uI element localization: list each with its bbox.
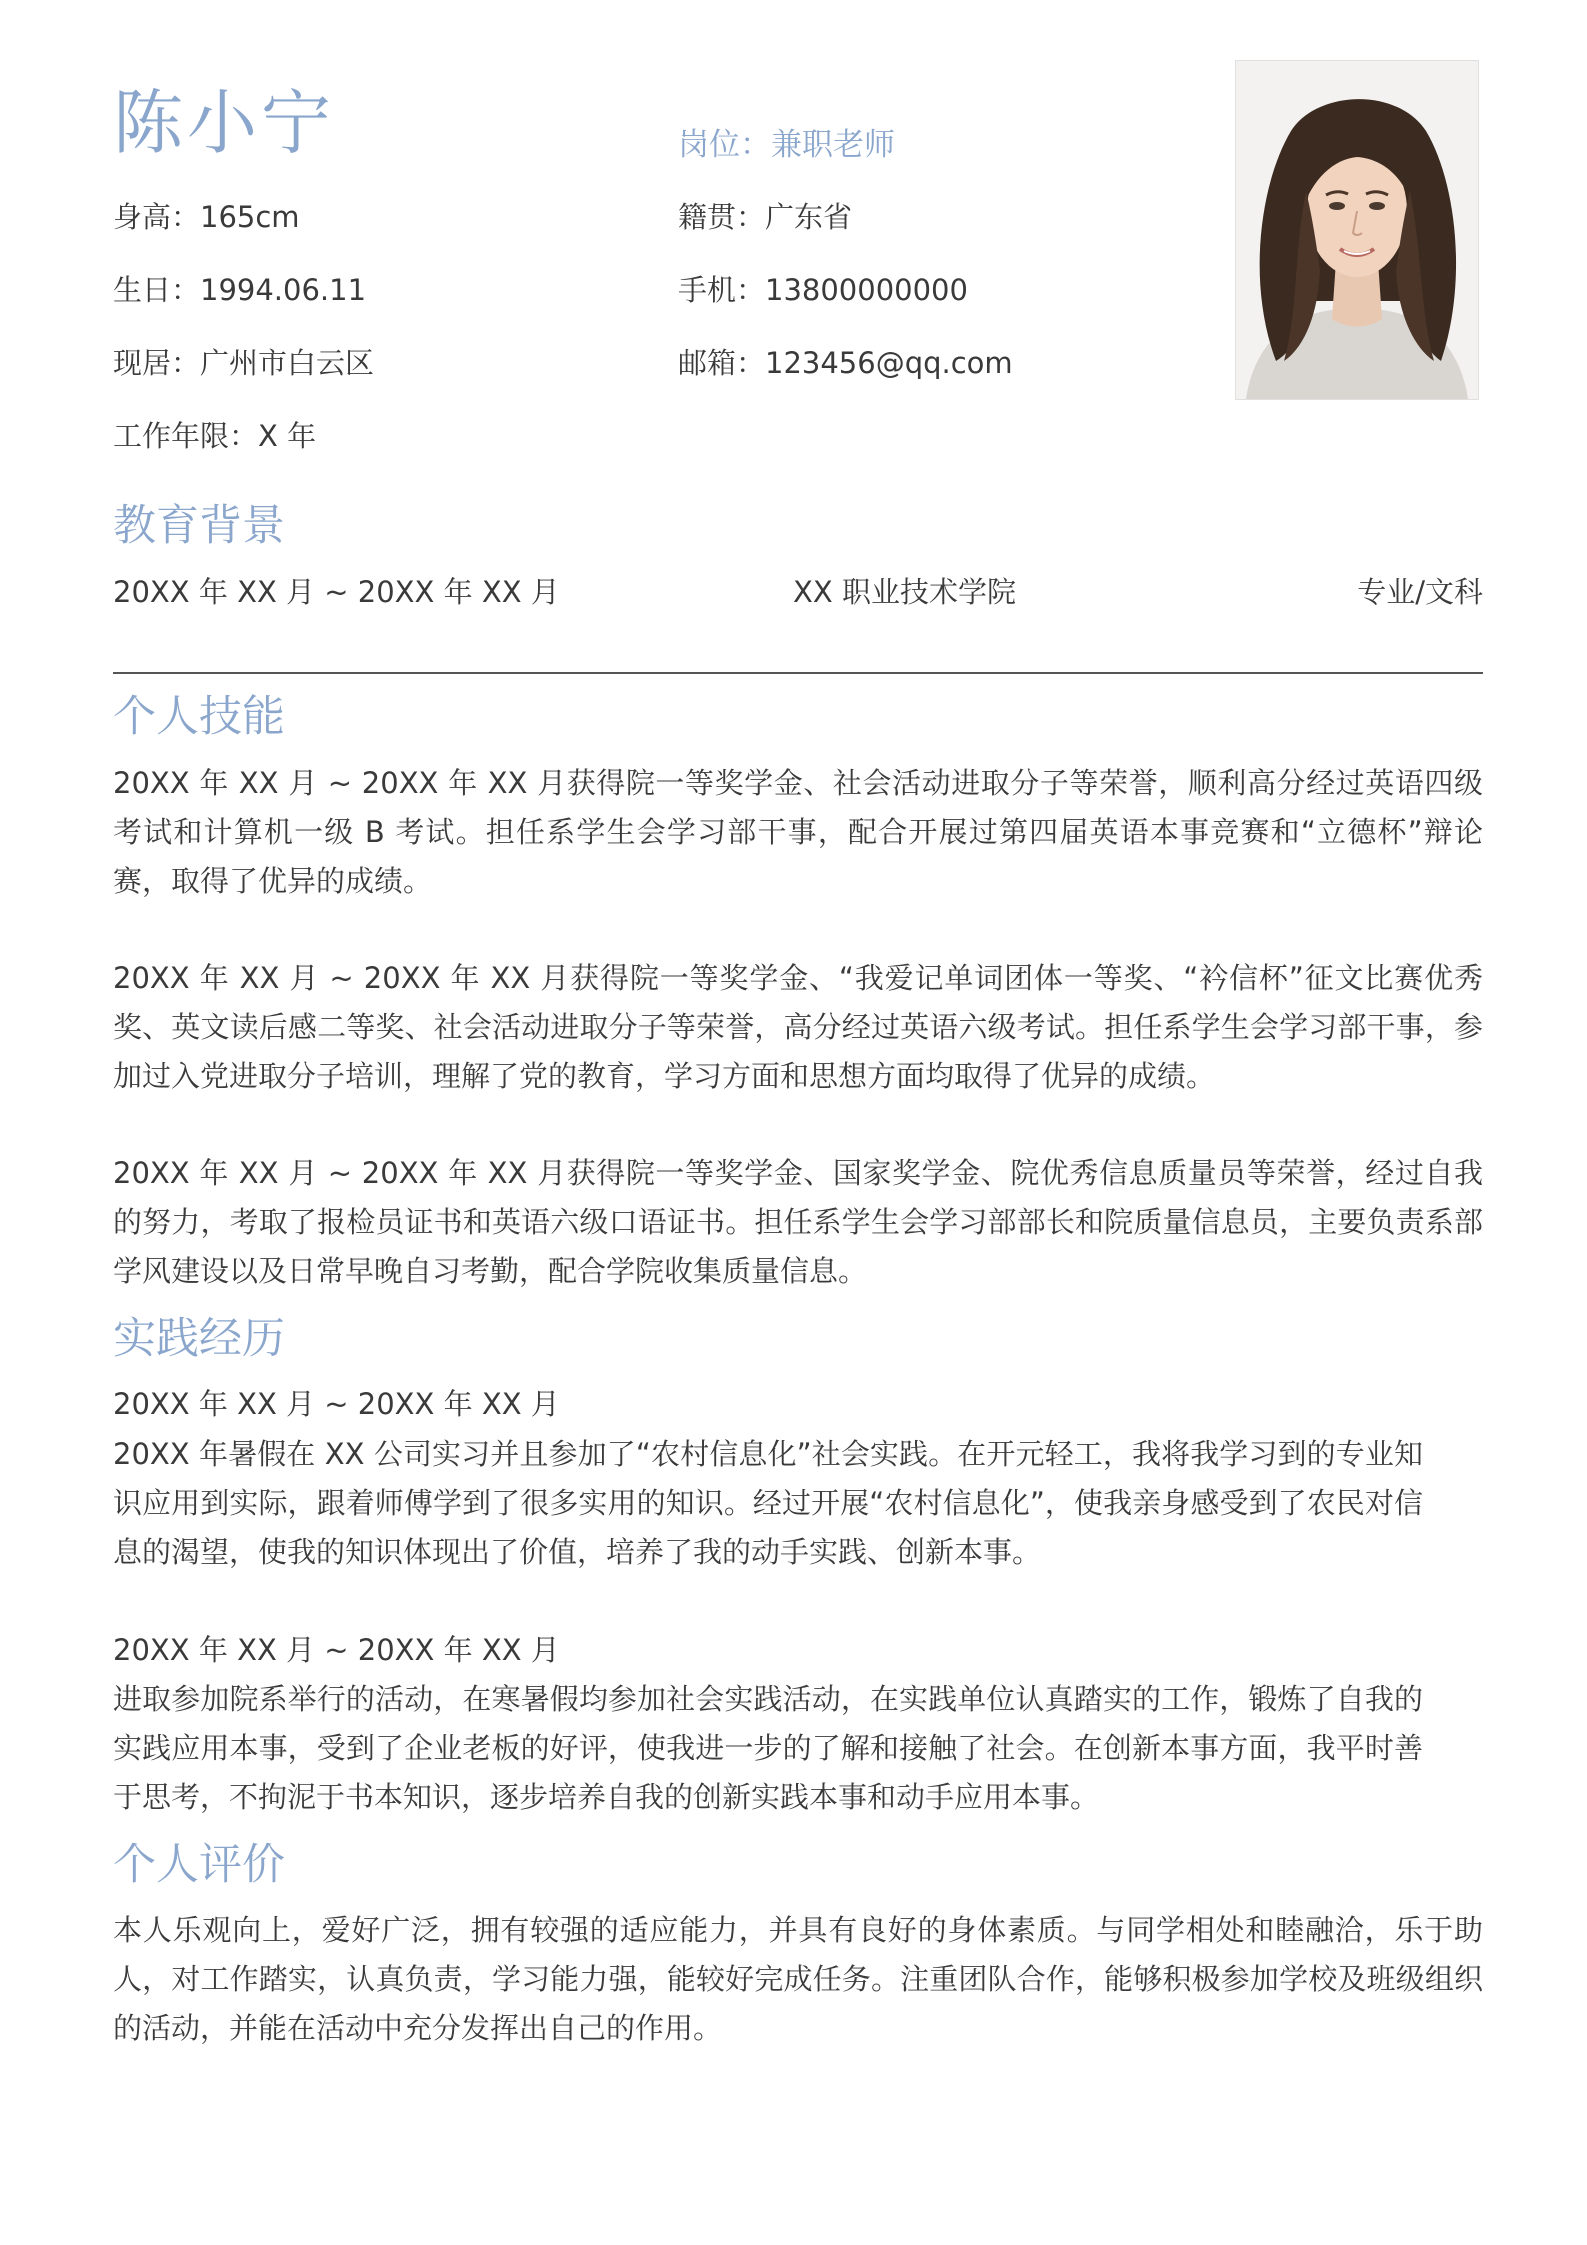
- education-period: 20XX 年 XX 月 ~ 20XX 年 XX 月: [113, 575, 560, 609]
- practice-title: 实践经历: [113, 1314, 285, 1364]
- job-position: 岗位：兼职老师: [678, 127, 895, 163]
- section-divider: [113, 672, 1483, 674]
- skills-title: 个人技能: [113, 692, 285, 742]
- info-residence: 现居：广州市白云区: [113, 346, 375, 380]
- education-row: [113, 575, 1483, 614]
- profile-photo: [1235, 60, 1479, 400]
- practice-text-2: 进取参加院系举行的活动，在寒暑假均参加社会实践活动，在实践单位认真踏实的工作，锻炼了自我的实践应用本事，受到了企业老板的好评，使我进一步的了解和接触了社会。在创新本事方面，我平时善于思考，不拘泥于书本知识，逐步培养自我的创新实践本事和动手应用本事。: [113, 1682, 1423, 1814]
- evaluation-text: 本人乐观向上，爱好广泛，拥有较强的适应能力，并具有良好的身体素质。与同学相处和睦融洽，乐于助人，对工作踏实，认真负责，学习能力强，能较好完成任务。注重团队合作，能够积极参加学校及班级组织的活动，并能在活动中充分发挥出自己的作用。: [113, 1913, 1483, 2045]
- skills-paragraph-1: 20XX 年 XX 月 ~ 20XX 年 XX 月获得院一等奖学金、社会活动进取分子等荣誉，顺利高分经过英语四级考试和计算机一级 B 考试。担任系学生会学习部干事，配合开展过第四届英语本事竞赛和“立德杯”辩论赛，取得了优异的成绩。: [113, 766, 1483, 898]
- evaluation-title: 个人评价: [113, 1840, 285, 1890]
- education-title: 教育背景: [113, 501, 285, 551]
- portrait-image: [1236, 61, 1478, 399]
- candidate-name: 陈小宁: [113, 82, 335, 164]
- practice-text-1: 20XX 年暑假在 XX 公司实习并且参加了“农村信息化”社会实践。在开元轻工，我将我学习到的专业知识应用到实际，跟着师傅学到了很多实用的知识。经过开展“农村信息化”，使我亲身感受到了农民对信息的渴望，使我的知识体现出了价值，培养了我的动手实践、创新本事。: [113, 1437, 1423, 1569]
- info-birthday: 生日：1994.06.11: [113, 273, 367, 307]
- info-email: 邮箱：123456@qq.com: [678, 346, 1013, 380]
- education-major: 专业/文科: [1357, 575, 1483, 609]
- info-work-years: 工作年限：X 年: [113, 419, 317, 453]
- info-hometown: 籍贯：广东省: [678, 200, 853, 234]
- info-height: 身高：165cm: [113, 200, 300, 234]
- education-school: XX 职业技术学院: [793, 575, 1016, 609]
- skills-paragraph-3: 20XX 年 XX 月 ~ 20XX 年 XX 月获得院一等奖学金、国家奖学金、院优秀信息质量员等荣誉，经过自我的努力，考取了报检员证书和英语六级口语证书。担任系学生会学习部部长和院质量信息员，主要负责系部学风建设以及日常早晚自习考勤，配合学院收集质量信息。: [113, 1156, 1483, 1288]
- skills-paragraph-2: 20XX 年 XX 月 ~ 20XX 年 XX 月获得院一等奖学金、“我爱记单词团体一等奖、“衿信杯”征文比赛优秀奖、英文读后感二等奖、社会活动进取分子等荣誉，高分经过英语六级考试。担任系学生会学习部干事，参加过入党进取分子培训，理解了党的教育，学习方面和思想方面均取得了优异的成绩。: [113, 961, 1483, 1093]
- practice-period-2: 20XX 年 XX 月 ~ 20XX 年 XX 月: [113, 1633, 560, 1667]
- practice-period-1: 20XX 年 XX 月 ~ 20XX 年 XX 月: [113, 1387, 560, 1421]
- info-phone: 手机：13800000000: [678, 273, 968, 307]
